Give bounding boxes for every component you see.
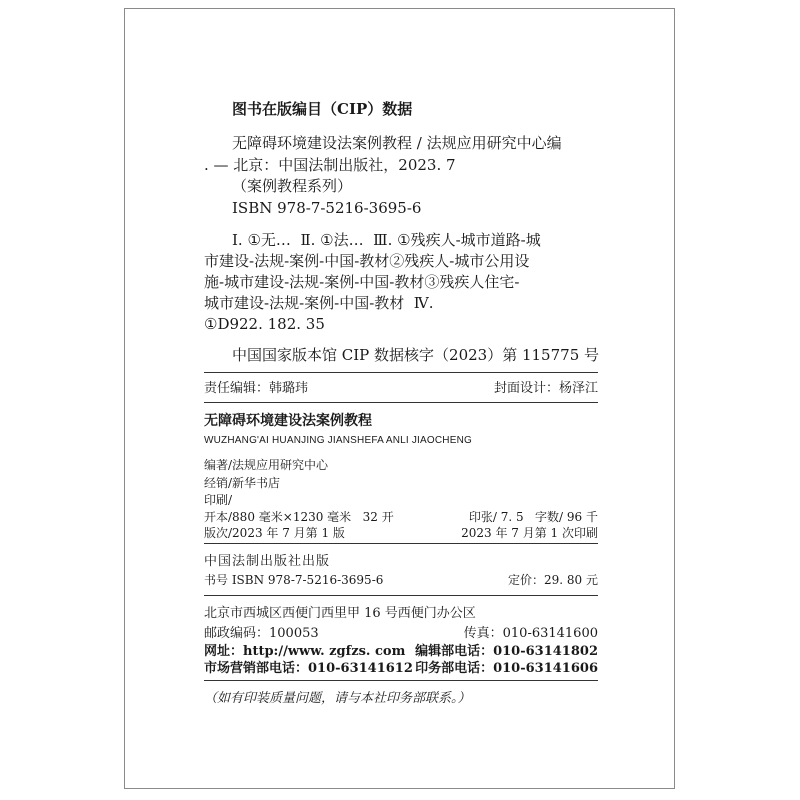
book-number: 书号 ISBN 978-7-5216-3695-6 xyxy=(204,573,384,587)
book-title: 无障碍环境建设法案例教程 xyxy=(204,413,372,429)
cip-classification-line: Ⅰ. ①无… Ⅱ. ①法… Ⅲ. ①残疾人-城市道路-城 xyxy=(232,231,541,249)
cip-classification-line: 城市建设-法规-案例-中国-教材 Ⅳ. xyxy=(204,294,434,312)
divider xyxy=(204,595,598,596)
website-row xyxy=(204,643,598,660)
address: 北京市西城区西便门西里甲 16 号西便门办公区 xyxy=(204,606,476,621)
quality-note: （如有印装质量问题，请与本社印务部联系。） xyxy=(204,691,471,706)
cip-series: （案例教程系列） xyxy=(232,177,353,195)
cip-classification-line: ①D922. 182. 35 xyxy=(204,315,325,333)
book-format: 开本/880 毫米×1230 毫米 32 开 xyxy=(204,510,394,524)
fax: 传真：010-63141600 xyxy=(463,626,598,641)
editorial-phone: 编辑部电话：010-63141802 xyxy=(415,644,598,659)
cip-heading: 图书在版编目（CIP）数据 xyxy=(232,100,413,118)
cip-record: 中国国家版本馆 CIP 数据核字（2023）第 115775 号 xyxy=(232,346,600,364)
publisher-name: 中国法制出版社出版 xyxy=(204,554,331,569)
cip-classification-line: 施-城市建设-法规-案例-中国-教材③残疾人住宅- xyxy=(204,273,520,291)
edition-row xyxy=(204,525,598,541)
postcode: 邮政编码：100053 xyxy=(204,626,319,641)
book-author: 编著/法规应用研究中心 xyxy=(204,458,329,472)
printing-phone: 印务部电话：010-63141606 xyxy=(415,661,598,676)
book-sheets-words: 印张/ 7. 5 字数/ 96 千 xyxy=(468,510,598,524)
cip-classification-line: 市建设-法规-案例-中国-教材②残疾人-城市公用设 xyxy=(204,252,530,270)
cover-design: 封面设计：杨泽江 xyxy=(493,381,598,396)
book-title-pinyin: WUZHANG'AI HUANJING JIANSHEFA ANLI JIAOCHENG xyxy=(204,435,472,446)
phone-row xyxy=(204,660,598,677)
divider xyxy=(204,680,598,681)
price: 定价：29. 80 元 xyxy=(508,573,598,587)
book-edition: 版次/2023 年 7 月第 1 版 xyxy=(204,526,345,540)
divider xyxy=(204,402,598,403)
book-printing: 2023 年 7 月第 1 次印刷 xyxy=(461,526,598,540)
book-number-row xyxy=(204,572,598,588)
cip-publisher-line: . — 北京：中国法制出版社，2023. 7 xyxy=(204,156,456,174)
divider xyxy=(204,543,598,544)
cip-title-line: 无障碍环境建设法案例教程 / 法规应用研究中心编 xyxy=(232,134,562,152)
book-printer: 印刷/ xyxy=(204,493,233,507)
format-row xyxy=(204,509,598,525)
website: 网址：http://www. zgfzs. com xyxy=(204,644,406,659)
divider xyxy=(204,372,598,373)
book-distributor: 经销/新华书店 xyxy=(204,476,281,490)
staff-row xyxy=(204,380,598,397)
postcode-row xyxy=(204,625,598,642)
editor: 责任编辑：韩璐玮 xyxy=(204,381,309,396)
marketing-phone: 市场营销部电话：010-63141612 xyxy=(204,661,413,676)
cip-isbn: ISBN 978-7-5216-3695-6 xyxy=(232,199,422,217)
